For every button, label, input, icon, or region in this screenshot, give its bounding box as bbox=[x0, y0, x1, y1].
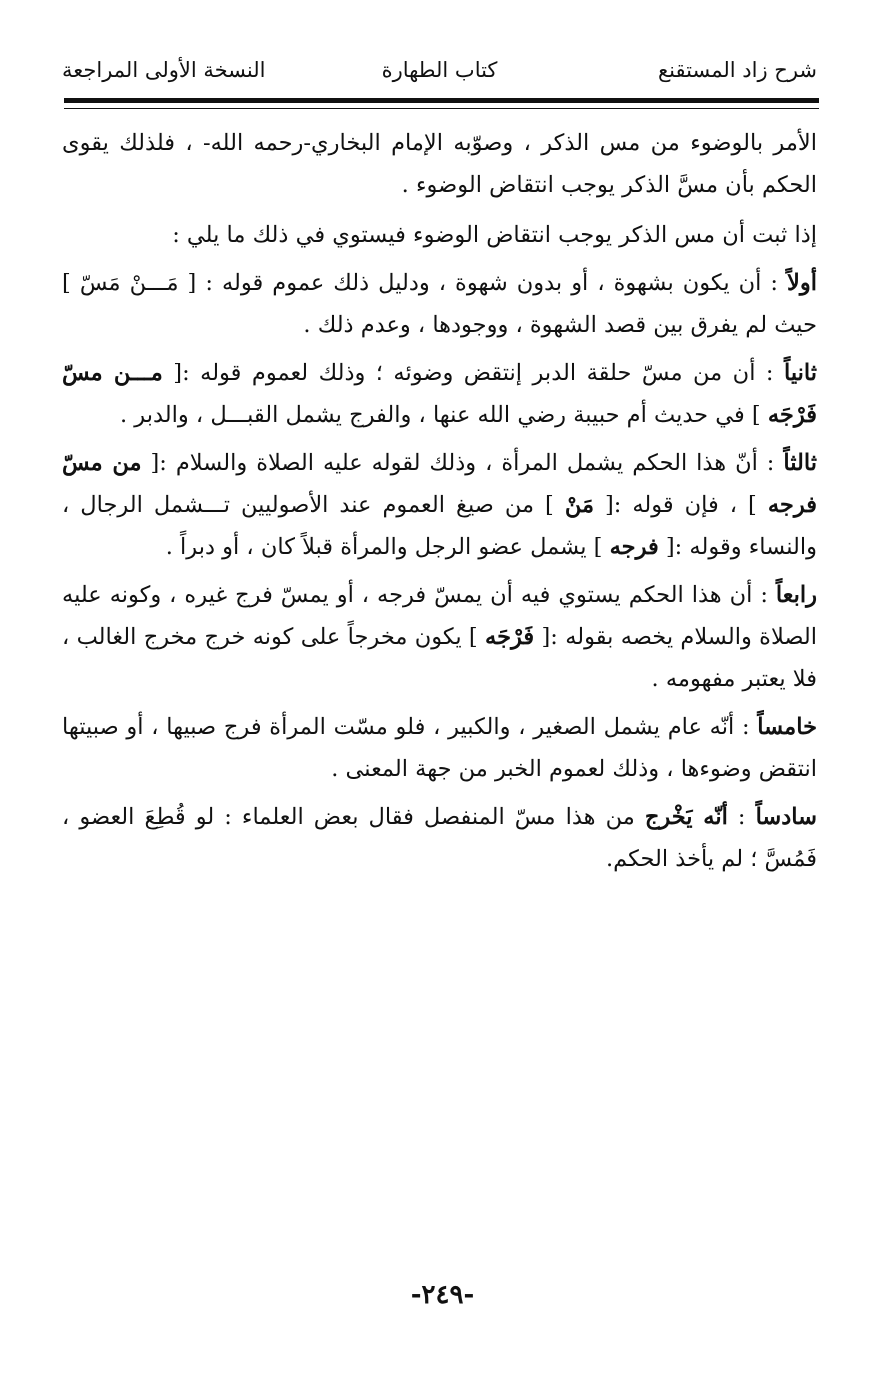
paragraph-text: الأمر بالوضوء من مس الذكر ، وصوّبه الإمام البخاري-رحمه الله- ، فلذلك يقوى الحكم بأن مسَّ الذكر يوجب انتقاض الوضوء . bbox=[62, 130, 817, 198]
header-divider-thin bbox=[64, 108, 819, 109]
page-header bbox=[62, 52, 817, 92]
item-label: خامساً bbox=[757, 714, 817, 740]
paragraph-text: إذا ثبت أن مس الذكر يوجب انتقاض الوضوء فيستوي في ذلك ما يلي : bbox=[172, 222, 817, 248]
paragraph-text: ] يكون مخرجاً على كونه خرج مخرج الغالب ، فلا يعتبر مفهومه . bbox=[62, 624, 817, 692]
paragraph-lead bbox=[62, 214, 817, 256]
paragraph-text: ] من صيغ العموم عند الأصوليين تـــشمل الرجال ، والنساء وقوله :[ bbox=[62, 492, 817, 560]
item-label: سادساً bbox=[755, 804, 817, 830]
item-label: رابعاً bbox=[775, 582, 817, 608]
paragraph-first bbox=[62, 262, 817, 346]
paragraph-second bbox=[62, 352, 817, 436]
item-label: أولاً bbox=[787, 270, 817, 296]
paragraph-text: ] يشمل عضو الرجل والمرأة قبلاً كان ، أو دبراً . bbox=[165, 534, 610, 560]
quoted-hadith-text: من مسّ فرجه bbox=[62, 450, 817, 518]
paragraph-text: ] حيث لم يفرق بين قصد الشهوة ، ووجودها ، وعدم ذلك . bbox=[62, 270, 817, 338]
quoted-hadith-text: فَرْجَه bbox=[485, 624, 535, 650]
header-edition-note: النسخة الأولى المراجعة bbox=[62, 58, 266, 82]
paragraph-fourth bbox=[62, 574, 817, 700]
quoted-hadith-text: مَنْ bbox=[564, 492, 594, 518]
header-divider-thick bbox=[64, 98, 819, 103]
paragraph-text: من هذا مسّ المنفصل فقال بعض العلماء : لو قُطِعَ العضو ، فَمُسَّ ؛ لم يأخذ الحكم. bbox=[62, 804, 817, 872]
page-number: -٢٤٩- bbox=[410, 1280, 475, 1310]
paragraph-intro bbox=[62, 122, 817, 206]
quoted-hadith-text: فرجه bbox=[609, 534, 659, 560]
body-text bbox=[62, 122, 817, 886]
paragraph-text: : أن هذا الحكم يستوي فيه أن يمسّ فرجه ، أو يمسّ فرج غيره ، وكونه عليه الصلاة والسلام يخصه بقوله :[ bbox=[62, 582, 817, 650]
item-label: ثالثاً bbox=[783, 450, 817, 476]
paragraph-text: : أن من مسّ حلقة الدبر إنتقض وضوئه ؛ وذلك لعموم قوله :[ bbox=[162, 360, 784, 386]
quoted-hadith-text: مَـــنْ مَسّ bbox=[79, 270, 179, 296]
paragraph-text: : أن يكون بشهوة ، أو بدون شهوة ، ودليل ذلك عموم قوله : [ bbox=[178, 270, 788, 296]
paragraph-fifth bbox=[62, 706, 817, 790]
paragraph-text: ] ، فإن قوله :[ bbox=[594, 492, 768, 518]
item-label: ثانياً bbox=[783, 360, 817, 386]
header-book-title: شرح زاد المستقنع bbox=[658, 58, 817, 82]
emphasized-text: أنّه يَخْرج bbox=[644, 804, 728, 830]
paragraph-text: : أنّ هذا الحكم يشمل المرأة ، وذلك لقوله عليه الصلاة والسلام :[ bbox=[141, 450, 784, 476]
paragraph-text: ] في حديث أم حبيبة رضي الله عنها ، والفرج يشمل القبـــل ، والدبر . bbox=[119, 402, 768, 428]
paragraph-sixth bbox=[62, 796, 817, 880]
header-chapter-title: كتاب الطهارة bbox=[381, 58, 498, 82]
quoted-hadith-text: مـــن مسّ فَرْجَه bbox=[62, 360, 817, 428]
paragraph-third bbox=[62, 442, 817, 568]
paragraph-text: : أنّه عام يشمل الصغير ، والكبير ، فلو مسّت المرأة فرج صبيها ، أو صبيتها انتقض وضوءها ، وذلك لعموم الخبر من جهة المعنى . bbox=[62, 714, 817, 782]
paragraph-text: : bbox=[727, 804, 756, 830]
